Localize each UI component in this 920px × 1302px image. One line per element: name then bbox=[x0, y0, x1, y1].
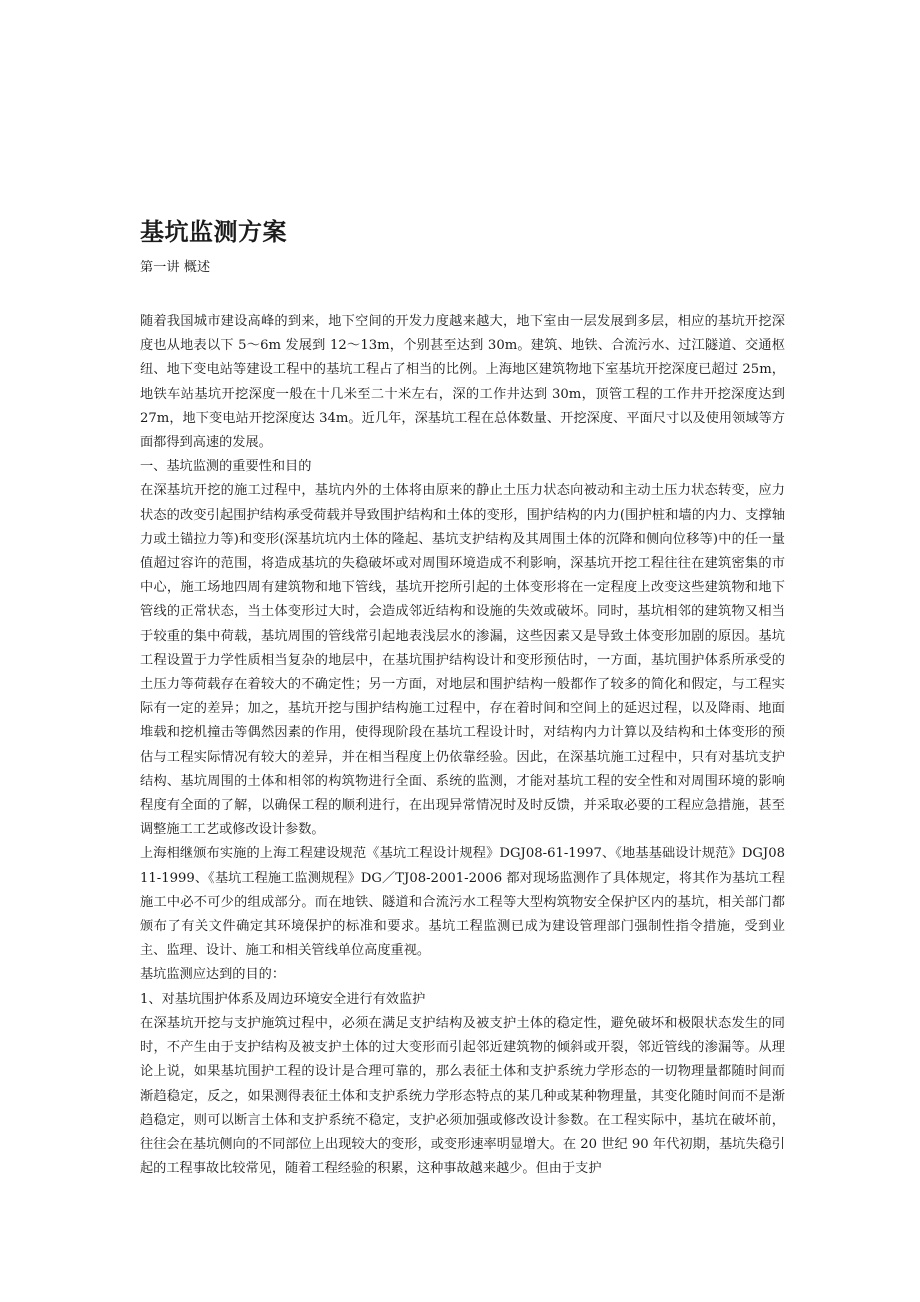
section-heading-importance: 一、基坑监测的重要性和目的 bbox=[140, 459, 312, 475]
paragraph-importance: 在深基坑开挖的施工过程中，基坑内外的土体将由原来的静止土压力状态向被动和主动土压力状态转变，应力状态的改变引起围护结构承受荷载并导致围护结构和土体的变形，围护结构的内力(围护桩和墙的内力、支撑轴力或土锚拉力等)和变形(深基坑坑内土体的隆起、基坑支护结构及其周围土体的沉降和侧向位移等)中的任一量值超过容许的范围，将造成基坑的失稳破坏或对周围环境造成不利影响，深基坑开挖工程往往在建筑密集的市中心，施工场地四周有建筑物和地下管线，基坑开挖所引起的土体变形将在一定程度上改变这些建筑物和地下管线的正常状态，当土体变形过大时，会造成邻近结构和设施的失效或破坏。同时，基坑相邻的建筑物又相当于较重的集中荷载，基坑周围的管线常引起地表浅层水的渗漏，这些因素又是导致土体变形加剧的原因。基坑工程设置于力学性质相当复杂的地层中，在基坑围护结构设计和变形预估时，一方面，基坑围护体系所承受的土压力等荷载存在着较大的不确定性；另一方面，对地层和围护结构一般都作了较多的简化和假定，与工程实际有一定的差异；加之，基坑开挖与围护结构施工过程中，存在着时间和空间上的延迟过程，以及降雨、地面堆载和挖机撞击等偶然因素的作用，使得现阶段在基坑工程设计时，对结构内力计算以及结构和土体变形的预估与工程实际情况有较大的差异，并在相当程度上仍依靠经验。因此，在深基坑施工过程中，只有对基坑支护结构、基坑周围的土体和相邻的构筑物进行全面、系统的监测，才能对基坑工程的安全性和对周围环境的影响程度有全面的了解，以确保工程的顺利进行，在出现异常情况时及时反馈，并采取必要的工程应急措施，甚至调整施工工艺或修改设计参数。 bbox=[140, 483, 785, 838]
purpose-item-1-heading: 1、对基坑围护体系及周边环境安全进行有效监护 bbox=[140, 991, 426, 1007]
paragraph-intro: 随着我国城市建设高峰的到来，地下空间的开发力度越来越大，地下室由一层发展到多层，相应的基坑开挖深度也从地表以下 5～6m 发展到 12～13m，个别甚至达到 30m。建筑、地铁、合流污水、过江隧道、交通枢纽、地下变电站等建设工程中的基坑工程占了相当的比例。上海地区建筑物地下室基坑开挖深度已超过 25m，地铁车站基坑开挖深度一般在十几米至二十米左右，深的工作井达到 30m，顶管工程的工作井开挖深度达到 27m，地下变电站开挖深度达 34m。近几年，深基坑工程在总体数量、开挖深度、平面尺寸以及使用领域等方面都得到高速的发展。 bbox=[140, 314, 785, 451]
lecture-subtitle: 第一讲 概述 bbox=[140, 260, 211, 275]
document-page bbox=[140, 214, 785, 1181]
paragraph-shanghai-standards: 上海相继颁布实施的上海工程建设规范《基坑工程设计规程》DGJ08-61-1997、《地基基础设计规范》DGJ08 11-1999、《基坑工程施工监测规程》DG／TJ08-2001-2006 都对现场监测作了具体规定，将其作为基坑工程施工中必不可少的组成部分。而在地铁、隧道和合流污水工程等大型构筑物安全保护区内的基坑，相关部门都颁布了有关文件确定其环境保护的标准和要求。基坑工程监测已成为建设管理部门强制性指令措施，受到业主、监理、设计、施工和相关管线单位高度重视。 bbox=[140, 846, 785, 959]
paragraph-purpose-1: 在深基坑开挖与支护施筑过程中，必须在满足支护结构及被支护土体的稳定性，避免破坏和极限状态发生的同时，不产生由于支护结构及被支护土体的过大变形而引起邻近建筑物的倾斜或开裂，邻近管线的渗漏等。从理论上说，如果基坑围护工程的设计是合理可靠的，那么表征土体和支护系统力学形态的一切物理量都随时间而渐趋稳定，反之，如果测得表征土体和支护系统力学形态特点的某几种或某种物理量，其变化随时间而不是渐趋稳定，则可以断言土体和支护系统不稳定，支护必须加强或修改设计参数。在工程实际中，基坑在破坏前，往往会在基坑侧向的不同部位上出现较大的变形，或变形速率明显增大。在 20 世纪 90 年代初期，基坑失稳引起的工程事故比较常见，随着工程经验的积累，这种事故越来越少。但由于支护 bbox=[140, 1015, 785, 1177]
paragraph-purposes-heading: 基坑监测应达到的目的： bbox=[140, 967, 286, 983]
document-title: 基坑监测方案 bbox=[140, 218, 287, 246]
